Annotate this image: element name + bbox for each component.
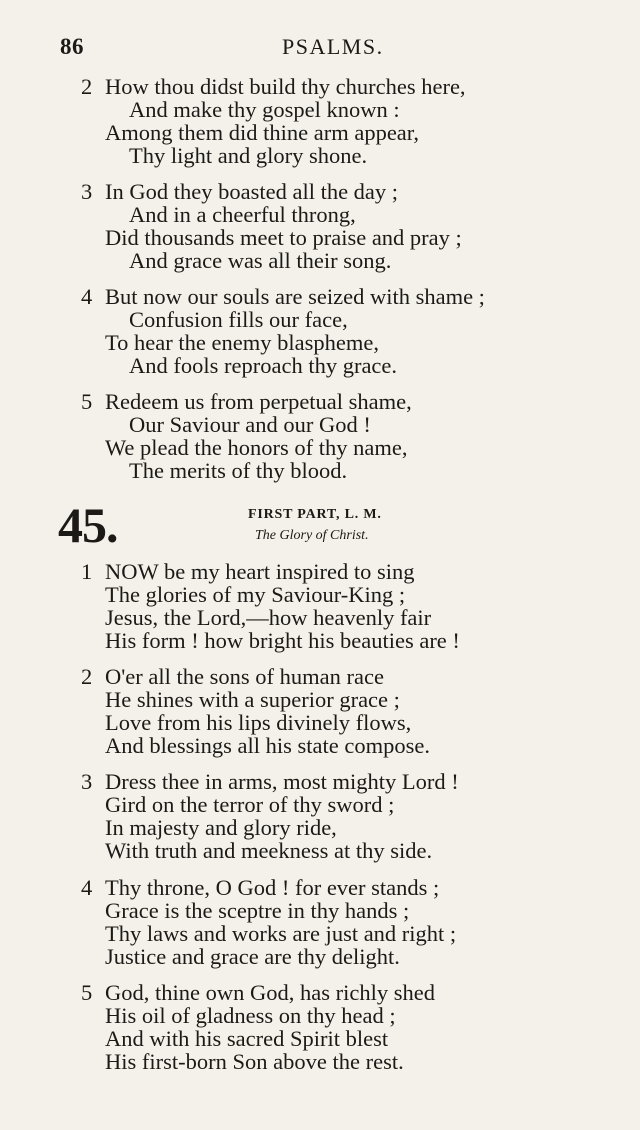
- psalm-number: 45.: [58, 497, 118, 553]
- verse-line: We plead the honors of thy name,: [105, 435, 408, 460]
- stanza-number: 4: [81, 875, 93, 900]
- verse-line: And blessings all his state compose.: [105, 733, 430, 758]
- verse-line: Thy light and glory shone.: [129, 143, 368, 168]
- part-heading: FIRST PART, L. M.: [248, 507, 382, 522]
- verse-line: Did thousands meet to praise and pray ;: [105, 225, 462, 250]
- verse-line: God, thine own God, has richly shed: [105, 980, 435, 1005]
- verse-line: To hear the enemy blaspheme,: [105, 330, 379, 355]
- verse-line: O'er all the sons of human race: [105, 664, 384, 689]
- verse-line: How thou didst build thy churches here,: [105, 74, 466, 99]
- verse-line: Love from his lips divinely flows,: [105, 710, 412, 735]
- stanza-number: 1: [81, 559, 93, 584]
- verse-line: And with his sacred Spirit blest: [105, 1026, 389, 1051]
- verse-line: Redeem us from perpetual shame,: [105, 389, 412, 414]
- verse-line: He shines with a superior grace ;: [105, 687, 400, 712]
- stanza-number: 5: [81, 980, 93, 1005]
- stanza-number: 4: [81, 284, 93, 309]
- stanza-number: 3: [81, 179, 93, 204]
- verse-line: Confusion fills our face,: [129, 307, 348, 332]
- verse-line: In majesty and glory ride,: [105, 815, 337, 840]
- verse-line: NOW be my heart inspired to sing: [105, 559, 415, 584]
- verse-line: But now our souls are seized with shame ;: [105, 284, 485, 309]
- verse-line: The merits of thy blood.: [129, 458, 348, 483]
- verse-line: And in a cheerful throng,: [129, 202, 356, 227]
- stanza-number: 2: [81, 74, 93, 99]
- verse-line: Dress thee in arms, most mighty Lord !: [105, 769, 459, 794]
- verse-line: And make thy gospel known :: [129, 97, 400, 122]
- running-title: PSALMS.: [282, 34, 384, 59]
- verse-line: Among them did thine arm appear,: [105, 120, 420, 145]
- verse-line: Gird on the terror of thy sword ;: [105, 792, 395, 817]
- verse-line: In God they boasted all the day ;: [105, 179, 399, 204]
- verse-line: His first-born Son above the rest.: [105, 1049, 404, 1074]
- verse-line: Thy throne, O God ! for ever stands ;: [105, 875, 440, 900]
- verse-line: Our Saviour and our God !: [129, 412, 371, 437]
- verse-line: The glories of my Saviour-King ;: [105, 582, 406, 607]
- stanza-number: 5: [81, 389, 93, 414]
- verse-line: Jesus, the Lord,—how heavenly fair: [105, 605, 432, 630]
- hymn-subtitle: The Glory of Christ.: [255, 528, 369, 543]
- stanza-number: 3: [81, 769, 93, 794]
- page-number: 86: [60, 34, 84, 59]
- verse-line: Thy laws and works are just and right ;: [105, 921, 457, 946]
- verse-line: His oil of gladness on thy head ;: [105, 1003, 396, 1028]
- verse-line: His form ! how bright his beauties are !: [105, 628, 460, 653]
- page-header: [0, 34, 640, 64]
- verse-line: And fools reproach thy grace.: [129, 353, 398, 378]
- verse-line: Grace is the sceptre in thy hands ;: [105, 898, 410, 923]
- verse-line: With truth and meekness at thy side.: [105, 838, 433, 863]
- verse-line: Justice and grace are thy delight.: [105, 944, 400, 969]
- stanza-number: 2: [81, 664, 93, 689]
- verse-line: And grace was all their song.: [129, 248, 392, 273]
